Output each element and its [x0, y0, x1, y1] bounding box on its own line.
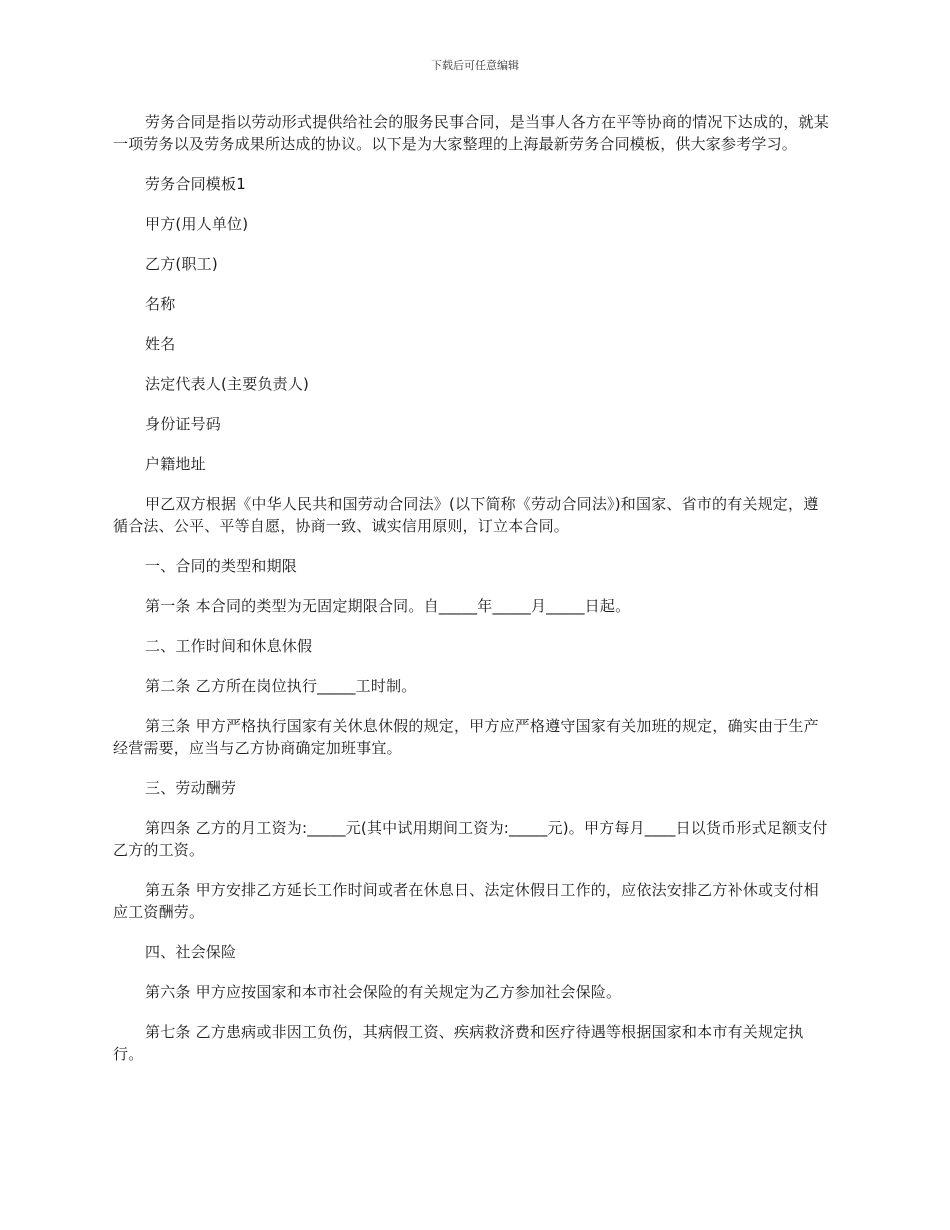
field-legal-representative: 法定代表人(主要负责人) — [145, 375, 310, 393]
section-heading-4: 四、社会保险 — [145, 943, 237, 961]
article-5: 第五条 甲方安排乙方延长工作时间或者在休息日、法定休假日工作的，应依法安排乙方补休或支付相应工资酬劳。 — [113, 881, 819, 921]
field-name-company: 名称 — [145, 295, 176, 313]
field-name-person: 姓名 — [145, 335, 176, 353]
preamble-paragraph: 甲乙双方根据《中华人民共和国劳动合同法》(以下简称《劳动合同法》)和国家、省市的有关规定，遵循合法、公平、平等自愿，协商一致、诚实信用原则，订立本合同。 — [113, 495, 819, 535]
section-heading-2: 二、工作时间和休息休假 — [145, 637, 313, 655]
section-heading-1: 一、合同的类型和期限 — [145, 557, 298, 575]
template-title: 劳务合同模板1 — [145, 175, 246, 193]
party-a-label: 甲方(用人单位) — [145, 215, 249, 233]
article-1: 第一条 本合同的类型为无固定期限合同。自_____年_____月_____日起。 — [145, 597, 631, 615]
article-3: 第三条 甲方严格执行国家有关休息休假的规定，甲方应严格遵守国家有关加班的规定，确实由于生产经营需要，应当与乙方协商确定加班事宜。 — [113, 717, 819, 757]
article-2: 第二条 乙方所在岗位执行_____工时制。 — [145, 677, 417, 695]
party-b-label: 乙方(职工) — [145, 255, 218, 273]
field-id-number: 身份证号码 — [145, 415, 222, 433]
section-heading-3: 三、劳动酬劳 — [145, 779, 237, 797]
field-household-address: 户籍地址 — [145, 455, 206, 473]
article-7: 第七条 乙方患病或非因工负伤，其病假工资、疾病救济费和医疗待遇等根据国家和本市有关规定执行。 — [113, 1023, 804, 1063]
intro-paragraph: 劳务合同是指以劳动形式提供给社会的服务民事合同，是当事人各方在平等协商的情况下达成的，就某一项劳务以及劳务成果所达成的协议。以下是为大家整理的上海最新劳务合同模板，供大家参考学习。 — [113, 113, 830, 153]
document-body — [113, 111, 833, 1065]
article-6: 第六条 甲方应按国家和本市社会保险的有关规定为乙方参加社会保险。 — [145, 983, 622, 1001]
article-4: 第四条 乙方的月工资为:_____元(其中试用期间工资为:_____元)。甲方每月____日以货币形式足额支付乙方的工资。 — [113, 819, 828, 859]
header-note: 下载后可任意编辑 — [431, 59, 519, 72]
